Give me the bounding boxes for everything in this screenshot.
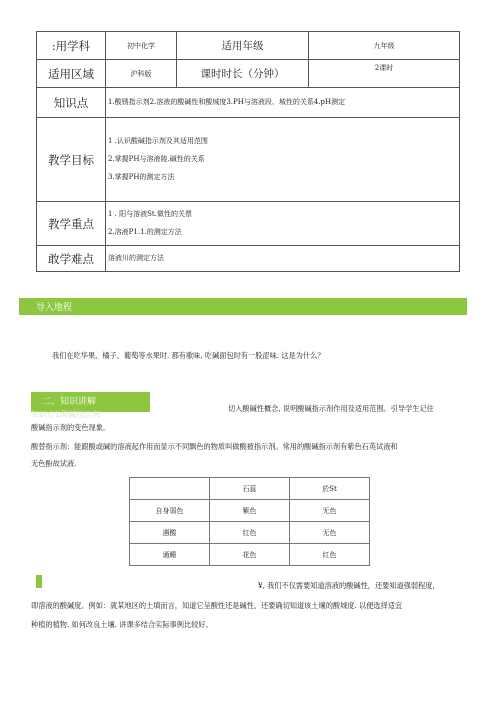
goals-content: [106, 118, 460, 202]
paragraph-line: 酸替指示剂：能跟酸或碱的溶液起作用而显示不同飘色的物质叫做酸被指示剂。常用的酸碱指示剂有紫色石英试液和: [31, 442, 398, 451]
table-header-row: [130, 478, 370, 500]
paragraph-line: 种植的植物. 如何改良土壤. 讲课多结合实际事例比较好。: [31, 620, 213, 629]
difficulty-content: 溶液川的测定方法: [106, 246, 460, 272]
table-row: [130, 544, 370, 566]
table-cell: 紫色: [210, 500, 290, 522]
subject-label: :用学科: [37, 32, 106, 60]
table-header-cell: [130, 478, 210, 500]
table-row: [130, 522, 370, 544]
table-cell: 自身弱色: [130, 500, 210, 522]
paragraph-line: 切入酸碱性概念, 说明酸碱指示剂作用及适用范围。引导学生记住: [228, 404, 434, 413]
key-points-label: 教学重点: [37, 202, 106, 246]
course-info-table: [36, 31, 460, 272]
subject-value: 初中化学: [106, 32, 177, 60]
region-label: 适用区域: [37, 60, 106, 88]
grade-value: 九年级: [309, 32, 460, 60]
region-value: 沪科版: [106, 60, 177, 88]
goal-item: 3.掌握PH的测定方法: [108, 173, 175, 181]
difficulty-label: 敢学难点: [37, 246, 106, 272]
table-cell: 红色: [290, 544, 370, 566]
table-cell: 无色: [290, 500, 370, 522]
table-cell: 花色: [210, 544, 290, 566]
indicator-table: [129, 477, 370, 566]
paragraph-line: 酸碱指示剂的变色现象。: [31, 423, 111, 432]
table-cell: 无色: [290, 522, 370, 544]
table-header-cell: 石蕊: [210, 478, 290, 500]
section-title: 导入地程: [36, 303, 73, 313]
table-cell: 通睡: [130, 544, 210, 566]
goals-label: 教学目标: [37, 118, 106, 202]
goal-item: 1 .认识酸碱指示剂及其适用范围: [108, 137, 208, 145]
knowledge-content: 1.酸锈指示剂2.溶液的酸碱性和酸城度3.PH与溶液段、城性的关系4.pH测定: [106, 88, 460, 118]
knowledge-label: 知识点: [37, 88, 106, 118]
knowledge-section-subtitle: 知识点1酸碱指示剂: [31, 410, 101, 419]
key-points-content: [106, 202, 460, 246]
paragraph-line: 即溶液的酸碱度。例如：就某地区的土填而言，知道它呈酸性还是碱性，还要确切知道该土壤的酸城度. 以便选择适宜: [31, 601, 403, 610]
key-item: 2.溶液P1.1.的测定方法: [108, 228, 182, 236]
knowledge-section-title: 二、知识讲解: [42, 397, 97, 407]
table-cell: 红色: [210, 522, 290, 544]
intro-paragraph: 我们在吃华果、橘子、葡萄等水果时. 都有歌味, 吃碱面包时有一股涩味. 这是为什么？: [52, 351, 325, 360]
section-marker: [36, 575, 42, 588]
paragraph-line: 无色酚故试液.: [31, 459, 77, 468]
table-row: [130, 500, 370, 522]
hours-value: 2课时: [309, 60, 460, 88]
paragraph-line: ¥, 我们不仅需要知道溶液的酸碱性，还要知道强弱程度，: [258, 581, 440, 590]
section-banner: [19, 298, 467, 315]
key-item: 1 . 阳与溶液St.做性的关票: [108, 210, 192, 218]
table-header-cell: 於St: [290, 478, 370, 500]
goal-item: 2.掌握PH与溶液陵.碱性的关系: [108, 155, 205, 163]
table-cell: 遇酸: [130, 522, 210, 544]
grade-label: 适用年级: [177, 32, 309, 60]
hours-label: 课时时长（分钟）: [177, 60, 309, 88]
